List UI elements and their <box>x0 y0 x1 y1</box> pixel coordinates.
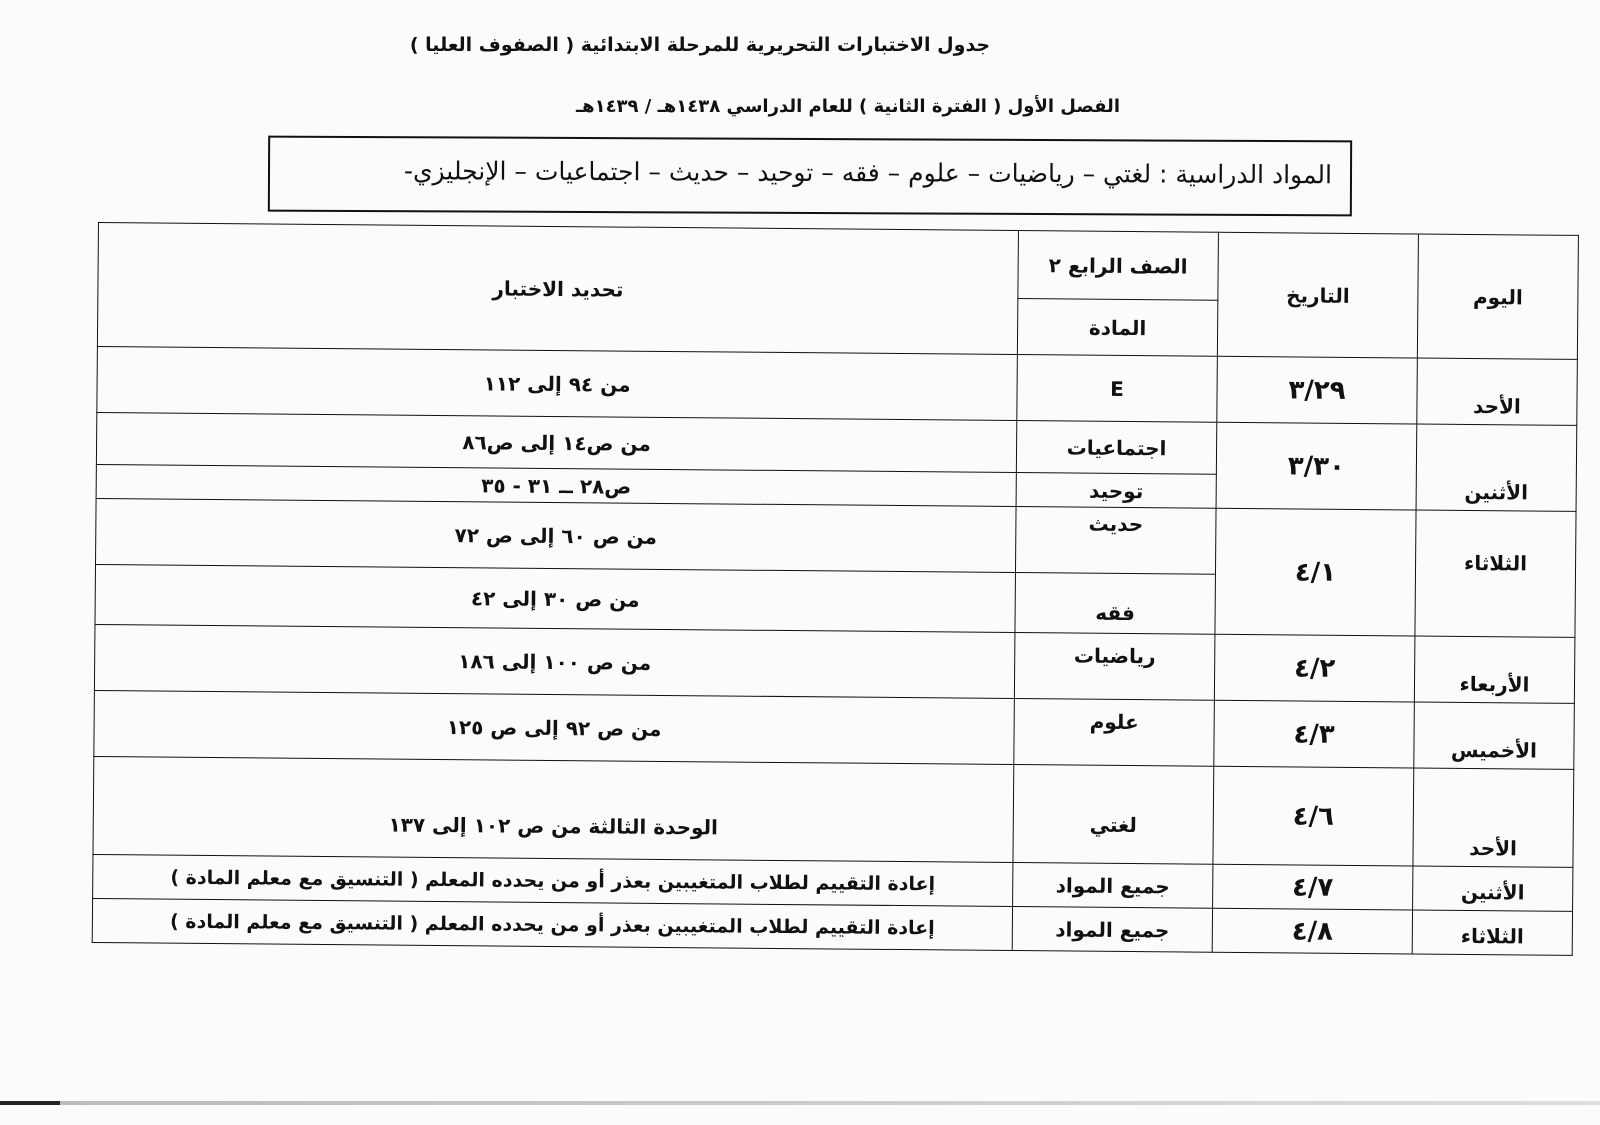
subject-cell: لغتي <box>1013 765 1214 865</box>
definition-cell: إعادة التقييم لطلاب المتغيبين بعذر أو من يحدده المعلم ( التنسيق مع معلم المادة ) <box>92 898 1012 950</box>
header-subject: المادة <box>1017 299 1217 357</box>
day-cell: الأثنين <box>1413 866 1573 911</box>
header-definition: تحديد الاختبار <box>97 223 1018 355</box>
date-cell: ٤/٦ <box>1213 766 1414 866</box>
day-cell: الأحد <box>1417 358 1578 425</box>
subjects-line: المواد الدراسية : لغتي – رياضيات – علوم – فقه – توحيد – حديث – اجتماعيات – الإنجليزي- <box>403 156 1333 190</box>
day-cell: الأحد <box>1413 768 1574 867</box>
day-cell: الثلاثاء <box>1415 510 1576 637</box>
subject-cell: جميع المواد <box>1012 907 1212 953</box>
definition-cell: من ص ١٠٠ إلى ١٨٦ <box>94 624 1015 698</box>
schedule-table <box>92 222 1579 956</box>
header-row <box>98 223 1579 304</box>
schedule-table-wrapper <box>92 222 1578 956</box>
subjects-box <box>268 136 1352 217</box>
page-title: جدول الاختبارات التحريرية للمرحلة الابتدائية ( الصفوف العليا ) <box>409 34 991 56</box>
day-cell: الأخميس <box>1414 702 1575 769</box>
date-cell: ٤/٧ <box>1213 864 1413 910</box>
definition-cell: من ص ٣٠ إلى ٤٢ <box>95 564 1015 632</box>
subject-cell: علوم <box>1014 699 1215 767</box>
header-day: اليوم <box>1417 234 1578 359</box>
date-cell: ٣/٢٩ <box>1217 356 1418 424</box>
header-date: التاريخ <box>1217 232 1418 358</box>
date-cell: ٤/٨ <box>1212 908 1412 954</box>
day-cell: الثلاثاء <box>1412 910 1572 955</box>
subject-cell: فقه <box>1015 573 1216 635</box>
definition-cell: من ص ٩٢ إلى ص ١٢٥ <box>94 690 1015 764</box>
date-cell: ٤/٣ <box>1214 700 1415 768</box>
subject-cell: توحيد <box>1016 473 1216 509</box>
subject-cell: رياضيات <box>1014 633 1215 701</box>
definition-cell: من ص ٦٠ إلى ص ٧٢ <box>96 498 1017 572</box>
scan-edge-divider <box>0 1101 1600 1105</box>
header-grade: الصف الرابع ٢ <box>1018 231 1219 301</box>
date-cell: ٤/٢ <box>1214 634 1415 702</box>
definition-cell: الوحدة الثالثة من ص ١٠٢ إلى ١٣٧ <box>93 756 1014 862</box>
definition-cell: إعادة التقييم لطلاب المتغيبين بعذر أو من يحدده المعلم ( التنسيق مع معلم المادة ) <box>93 854 1013 906</box>
subject-cell: اجتماعيات <box>1016 421 1216 475</box>
definition-cell: من ص١٤ إلى ص٨٦ <box>96 412 1016 472</box>
day-cell: الأربعاء <box>1414 636 1575 703</box>
subject-cell: جميع المواد <box>1013 863 1213 909</box>
definition-cell: من ٩٤ إلى ١١٢ <box>97 346 1018 420</box>
date-cell: ٤/١ <box>1215 508 1416 636</box>
page-subtitle: الفصل الأول ( الفترة الثانية ) للعام الدراسي ١٤٣٨هـ / ١٤٣٩هـ <box>575 96 1120 117</box>
day-cell: الأثنين <box>1416 424 1577 511</box>
definition-cell: ص٢٨ ــ ٣١ - ٣٥ <box>96 464 1016 506</box>
subject-cell: E <box>1017 355 1218 423</box>
subject-cell: حديث <box>1015 507 1216 575</box>
date-cell: ٣/٣٠ <box>1216 422 1417 510</box>
table-row <box>93 756 1574 867</box>
